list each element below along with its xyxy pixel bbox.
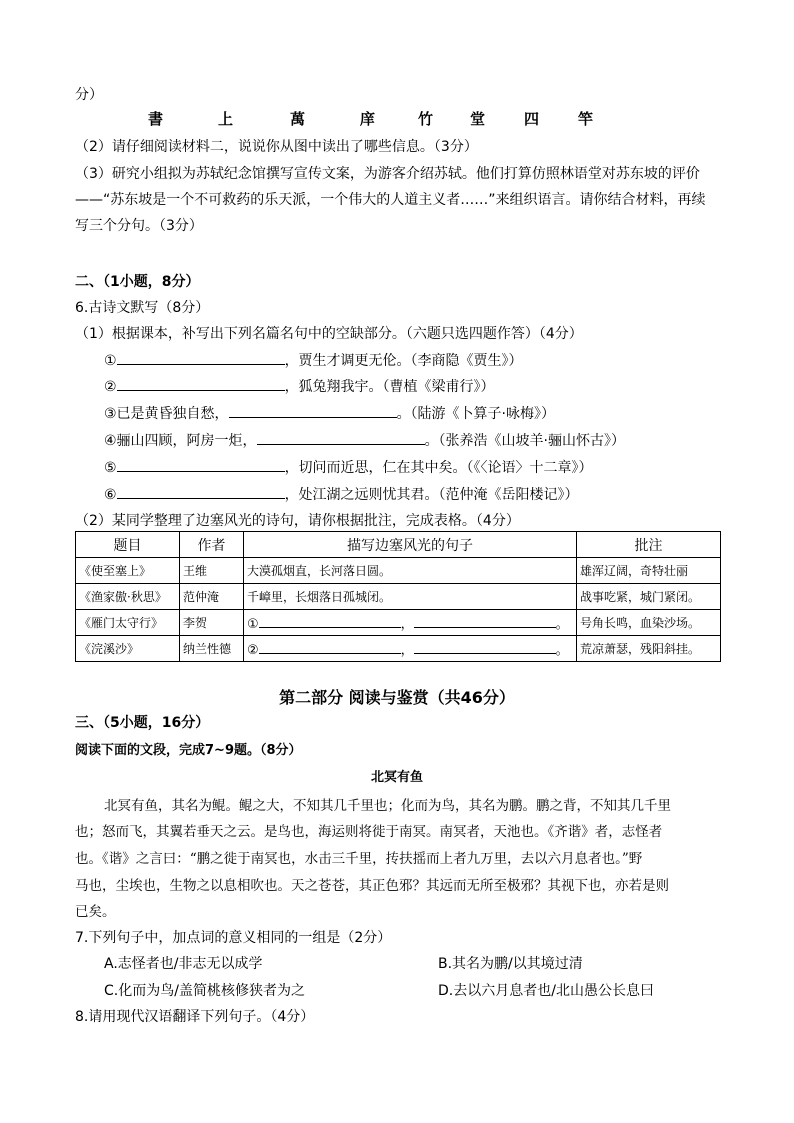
blank-mark: ② bbox=[247, 643, 259, 658]
cell-author: 范仲淹 bbox=[180, 584, 244, 610]
cell-title: 《浣溪沙》 bbox=[76, 636, 180, 662]
fill-item-3-prefix: ③已是黄昏独自愁， bbox=[104, 406, 229, 422]
comma: ， bbox=[400, 643, 414, 658]
cell-title: 《雁门太守行》 bbox=[76, 610, 180, 636]
period: 。 bbox=[555, 617, 569, 632]
poem-table bbox=[75, 531, 721, 662]
option-a[interactable]: A.志怪者也/非志无以成学 bbox=[104, 956, 263, 972]
question-8: 8.请用现代汉语翻译下列句子。（4分） bbox=[75, 1009, 315, 1025]
header-title: 题目 bbox=[76, 532, 180, 558]
reading-intro: 阅读下面的文段，完成7~9题。（8分） bbox=[75, 743, 302, 758]
fill-item-1 bbox=[104, 350, 523, 370]
cell-note: 荒凉萧瑟，残阳斜挂。 bbox=[577, 636, 721, 662]
table-row bbox=[76, 636, 721, 662]
fill-item-1-prefix: ① bbox=[104, 353, 117, 369]
char-3: 萬 bbox=[290, 110, 306, 128]
passage-line-3: 也。《谐》之言曰：“鹏之徙于南冥也，水击三千里，抟扶摇而上者九万里，去以六月息者也。”野 bbox=[75, 851, 643, 867]
cell-note: 战事吃紧，城门紧闭。 bbox=[577, 584, 721, 610]
char-2: 上 bbox=[218, 110, 234, 128]
table-header-row bbox=[76, 532, 721, 558]
passage-line-5: 已矣。 bbox=[75, 904, 116, 920]
cell-author: 王维 bbox=[180, 558, 244, 584]
fill-item-6-prefix: ⑥ bbox=[104, 487, 117, 503]
cell-line: 大漠孤烟直，长河落日圆。 bbox=[244, 558, 577, 584]
question-7: 7.下列句子中，加点词的意义相同的一组是（2分） bbox=[75, 930, 392, 946]
char-4: 庠 bbox=[360, 110, 376, 128]
fill-blank-6[interactable] bbox=[117, 485, 285, 499]
char-7: 四 bbox=[524, 110, 540, 128]
fill-blank-2[interactable] bbox=[117, 377, 285, 391]
question-5-3-line-3: 写三个分句。（3分） bbox=[75, 218, 203, 234]
fill-item-5-suffix: ，切问而近思，仁在其中矣。（《〈论语〉十二章》） bbox=[284, 460, 593, 476]
header-author: 作者 bbox=[180, 532, 244, 558]
page-fragment: 分） bbox=[75, 87, 103, 103]
character-row bbox=[0, 108, 794, 128]
fill-item-5-prefix: ⑤ bbox=[104, 460, 117, 476]
question-5-3-line-1: （3）研究小组拟为苏轼纪念馆撰写宣传文案，为游客介绍苏轼。他们打算仿照林语堂对苏东坡的评价 bbox=[75, 166, 700, 182]
char-5: 竹 bbox=[418, 110, 434, 128]
fill-item-4-suffix: 。（张养浩《山坡羊·骊山怀古》） bbox=[424, 433, 626, 449]
table-row bbox=[76, 610, 721, 636]
header-lines: 描写边塞风光的句子 bbox=[244, 532, 577, 558]
fill-item-6 bbox=[104, 484, 579, 504]
char-1: 書 bbox=[148, 110, 164, 128]
comma: ， bbox=[400, 617, 414, 632]
part-2-title: 第二部分 阅读与鉴赏（共46分） bbox=[279, 688, 515, 707]
cell-blank-line bbox=[244, 636, 577, 662]
period: 。 bbox=[555, 643, 569, 658]
cell-note: 号角长鸣，血染沙场。 bbox=[577, 610, 721, 636]
fill-item-3-suffix: 。（陆游《卜算子·咏梅》） bbox=[396, 406, 556, 422]
fill-blank-1[interactable] bbox=[117, 351, 285, 365]
question-5-2: （2）请仔细阅读材料二，说说你从图中读出了哪些信息。（3分） bbox=[75, 139, 478, 155]
char-6: 堂 bbox=[470, 110, 486, 128]
cell-note: 雄浑辽阔，奇特壮丽 bbox=[577, 558, 721, 584]
option-c[interactable]: C.化而为鸟/盖简桃核修狭者为之 bbox=[104, 983, 305, 999]
question-6-2: （2）某同学整理了边塞风光的诗句，请你根据批注，完成表格。（4分） bbox=[75, 513, 520, 529]
table-blank-2a[interactable] bbox=[259, 640, 401, 654]
cell-author: 纳兰性德 bbox=[180, 636, 244, 662]
option-b[interactable]: B.其名为鹏/以其境过清 bbox=[438, 956, 583, 972]
fill-blank-4[interactable] bbox=[257, 431, 425, 445]
cell-title: 《渔家傲·秋思》 bbox=[76, 584, 180, 610]
table-blank-1a[interactable] bbox=[259, 614, 401, 628]
question-6-title: 6.古诗文默写（8分） bbox=[75, 300, 210, 316]
passage-line-2: 也；怒而飞，其翼若垂天之云。是鸟也，海运则将徙于南冥。南冥者，天池也。《齐谐》者，志怪者 bbox=[75, 824, 663, 840]
fill-item-2 bbox=[104, 376, 495, 396]
fill-item-5 bbox=[104, 457, 593, 477]
table-row bbox=[76, 558, 721, 584]
section-3-header: 三、（5小题，16分） bbox=[75, 715, 210, 731]
blank-mark: ① bbox=[247, 617, 259, 632]
char-8: 竿 bbox=[578, 110, 594, 128]
cell-line: 千嶂里，长烟落日孤城闭。 bbox=[244, 584, 577, 610]
cell-title: 《使至塞上》 bbox=[76, 558, 180, 584]
fill-blank-5[interactable] bbox=[117, 458, 285, 472]
fill-item-3 bbox=[104, 403, 555, 423]
fill-item-2-suffix: ，狐兔翔我宇。（曹植《梁甫行》） bbox=[284, 379, 495, 395]
fill-item-2-prefix: ② bbox=[104, 379, 117, 395]
table-blank-2b[interactable] bbox=[414, 640, 556, 654]
fill-item-4-prefix: ④骊山四顾，阿房一炬， bbox=[104, 433, 257, 449]
option-d[interactable]: D.去以六月息者也/北山愚公长息曰 bbox=[438, 983, 654, 999]
passage-line-4: 马也，尘埃也，生物之以息相吹也。天之苍苍，其正色邪？其远而无所至极邪？其视下也，亦若是则 bbox=[75, 878, 669, 894]
fill-item-4 bbox=[104, 430, 625, 450]
table-row bbox=[76, 584, 721, 610]
cell-author: 李贺 bbox=[180, 610, 244, 636]
cell-blank-line bbox=[244, 610, 577, 636]
question-6-1: （1）根据课本，补写出下列名篇名句中的空缺部分。（六题只选四题作答）（4分） bbox=[75, 326, 583, 342]
fill-blank-3[interactable] bbox=[229, 404, 397, 418]
header-note: 批注 bbox=[577, 532, 721, 558]
fill-item-1-suffix: ，贾生才调更无伦。（李商隐《贾生》） bbox=[284, 353, 523, 369]
fill-item-6-suffix: ，处江湖之远则忧其君。（范仲淹《岳阳楼记》） bbox=[284, 487, 579, 503]
question-5-3-line-2: ——“苏东坡是一个不可救药的乐天派，一个伟大的人道主义者……”来组织语言。请你结合材料，再续 bbox=[75, 192, 706, 208]
passage-line-1: 北冥有鱼，其名为鲲。鲲之大，不知其几千里也；化而为鸟，其名为鹏。鹏之背，不知其几千里 bbox=[104, 798, 671, 814]
table-blank-1b[interactable] bbox=[414, 614, 556, 628]
section-2-header: 二、（1小题，8分） bbox=[75, 274, 200, 290]
passage-title: 北冥有鱼 bbox=[370, 770, 423, 785]
